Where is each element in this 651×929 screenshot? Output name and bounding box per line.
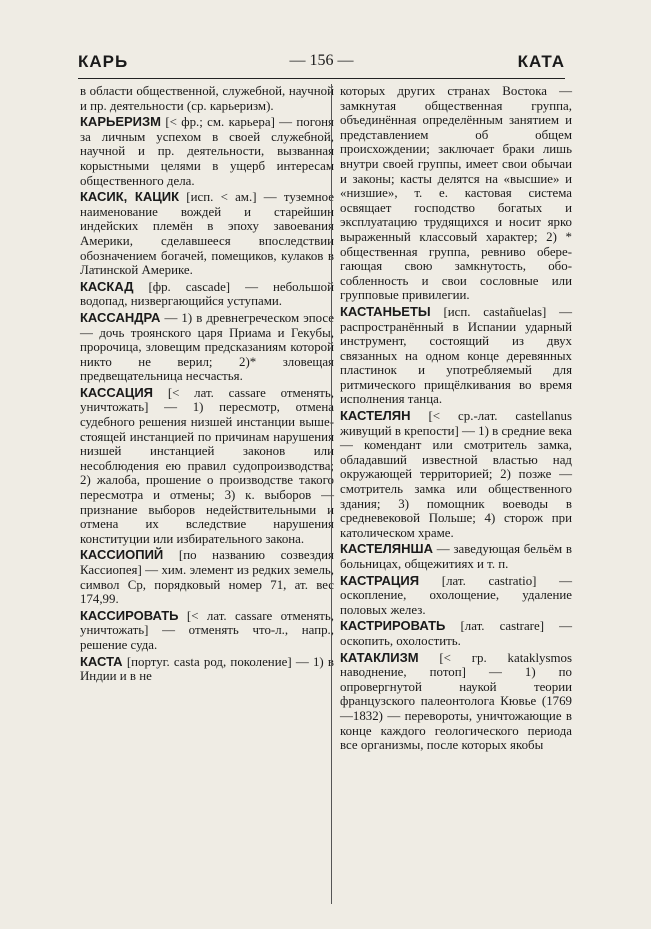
- entry-headword: КАСТРИРОВАТЬ: [340, 618, 446, 634]
- entry-text: [< лат. cassare отменять, уничтожать] — 1) пересмотр, отмена судебного решения низшей инстанции вышестоящей инстанцией по причинам нарушения низшей инстанцией законов или несоблюдения ею правил судопроизводства; 2) жалоба, прошение о производстве такого пересмотра и отмены; 3) к. выборов — признание выборов недействительными и отмена их вследствие нарушения конституции или избирательного закона.: [80, 385, 334, 546]
- entry-text: которых других странах Востока — замкнутая общественная группа, объединённая определённым занятием и представлением об общем происхождении; заключает браки лишь внутри своей группы, имеет свои обычаи и законы; касты делятся на «высшие» и «низшие», т. е. кастовая система освящает господство богатых и эксплуатацию трудящихся и носит ярко выраженный классовый характер; 2) * общественная группа, ревниво оберегающая свою замкнутость, обособленность и свои сословные или групповые привилегии.: [340, 84, 572, 303]
- dictionary-entry: [340, 84, 572, 303]
- entry-text: [< ср.-лат. castellanus живущий в крепости] — 1) в средние века — комендант или смотритель замка, обладавший известной властью над окружающей территорией; 2) позже — смотритель замка или общественного здания; 3) помощник воеводы в средневековой Польше; 4) сторож при католическом храме.: [340, 409, 572, 540]
- entry-headword: КАСКАД: [80, 278, 134, 294]
- entry-headword: КАССАНДРА: [80, 309, 161, 325]
- entry-headword: КАССИОПИЙ: [80, 547, 164, 563]
- header-left-guideword: КАРЬ: [78, 52, 129, 71]
- entry-text: [исп. < ам.] — туземное наименование вождей и старейшин индейских племён в эпоху завоевания Америки, сделавшееся впоследствии обозначением богачей, помещиков, кулаков в Латинской Америке.: [80, 190, 334, 278]
- entry-text: в области общественной, служебной, научной и пр. деятельности (ср. карьеризм).: [80, 84, 334, 113]
- dictionary-entry: [340, 305, 572, 407]
- dictionary-entry: [80, 311, 334, 384]
- header-rule: [78, 78, 565, 79]
- entry-headword: КАССАЦИЯ: [80, 384, 154, 400]
- entry-text: [фр. cascade] — небольшой водопад, низвергающийся уступами.: [80, 279, 334, 309]
- dictionary-entry: [80, 386, 334, 547]
- right-column: [340, 84, 572, 755]
- entry-text: [лат. castratio] — оскопление, охолощение, удаление половых желез.: [340, 573, 572, 617]
- column-divider: [331, 84, 332, 904]
- entry-headword: КАСТРАЦИЯ: [340, 572, 420, 588]
- dictionary-entry: [80, 548, 334, 606]
- entry-headword: КАСИК, КАЦИК: [80, 189, 180, 205]
- entry-text: [< лат. cassare отменять, уничтожать] — отменять что-л., напр., решение суда.: [80, 608, 334, 652]
- entry-text: [< фр.; см. карьера] — погоня за личным успехом в своей служебной, научной и пр. деятельности, вызванная корыстными целями в ущерб интересам общественного дела.: [80, 115, 334, 188]
- dictionary-entry: [340, 574, 572, 618]
- entry-headword: КАСТА: [80, 653, 123, 669]
- entry-headword: КАТАКЛИЗМ: [340, 649, 419, 665]
- entry-headword: КАСТЕЛЯНША: [340, 541, 433, 557]
- entry-headword: КАСТАНЬЕТЫ: [340, 303, 431, 319]
- entry-text: [лат. castrare] — оскопить, охолостить.: [340, 619, 572, 648]
- entry-text: [португ. casta род, поколение] — 1) в Индии и в не: [80, 654, 334, 684]
- page-number: — 156 —: [289, 52, 354, 69]
- dictionary-entry: [340, 542, 572, 571]
- entry-text: — 1) в древнегреческом эпосе — дочь троянского царя Приама и Гекубы, пророчица, зловещим предсказаниям которой никто не верил; 2)* зловещая предвещательница несчастья.: [80, 310, 334, 384]
- entry-text: [< гр. kataklysmos наводнение, потоп] — 1) по опровергнутой наукой теории французского палеонтолога Кювье (1769—1832) — перевороты, уничтожающие в конце каждого геологического периода все организмы, после которых якобы: [340, 650, 572, 753]
- dictionary-entry: [340, 619, 572, 648]
- page-header: [78, 52, 565, 76]
- entry-headword: КАССИРОВАТЬ: [80, 607, 179, 623]
- dictionary-entry: [80, 280, 334, 309]
- entry-text: [по названию созвездия Кассиопея] — хим. элемент из редких земель, символ Ср, порядковый номер 71, ат. вес 174,99.: [80, 548, 334, 607]
- dictionary-entry: [340, 409, 572, 540]
- left-column: [80, 84, 334, 686]
- entry-text: — заведующая бельём в больницах, общежитиях и т. п.: [340, 542, 572, 571]
- dictionary-entry: [80, 609, 334, 653]
- dictionary-entry: [80, 84, 334, 113]
- dictionary-entry: [80, 655, 334, 684]
- dictionary-entry: [80, 190, 334, 278]
- entry-text: [исп. castañuelas] — распространённый в Испании ударный инструмент, состоящий из двух связанных на одном конце деревянных пластинок и употребляемый для ритмического прищёлкивания во время исполнения танца.: [340, 304, 572, 407]
- dictionary-entry: [80, 115, 334, 188]
- entry-headword: КАСТЕЛЯН: [340, 408, 411, 424]
- header-right-guideword: КАТА: [517, 52, 565, 71]
- dictionary-entry: [340, 651, 572, 753]
- entry-headword: КАРЬЕРИЗМ: [80, 114, 161, 130]
